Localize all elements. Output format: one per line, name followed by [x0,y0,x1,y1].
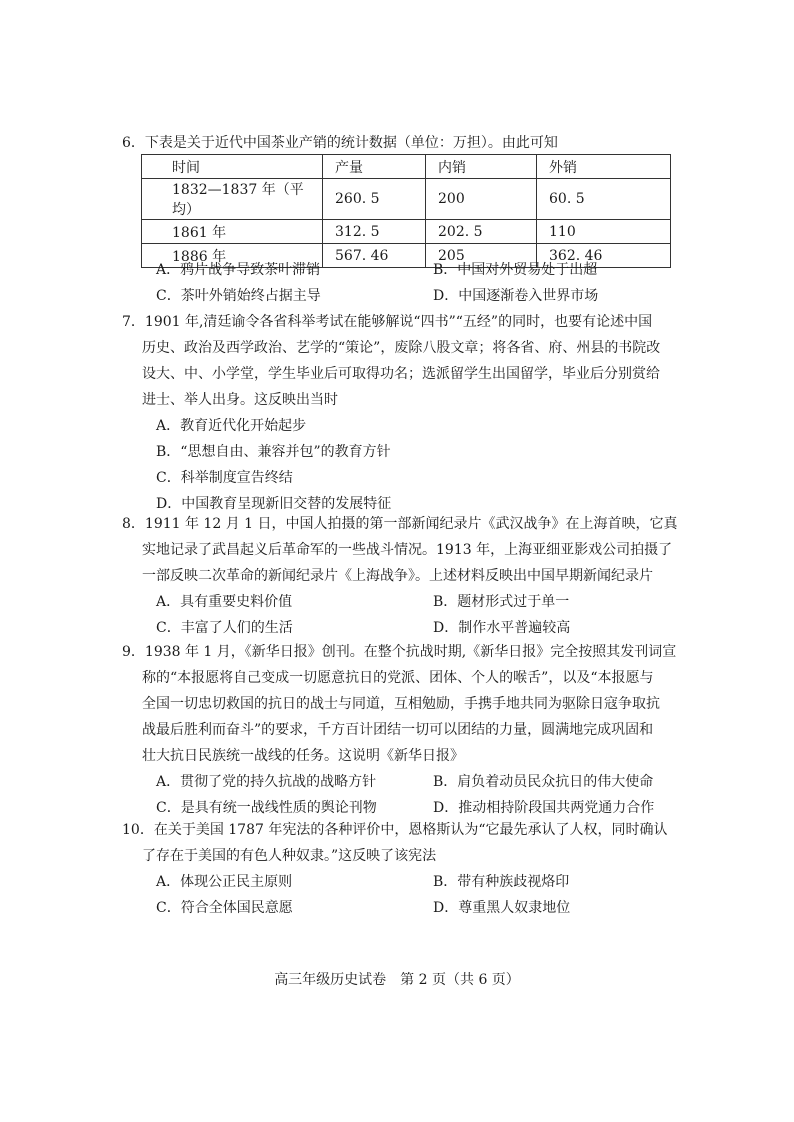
question-9-line: 9．1938 年 1 月，《新华日报》创刊。在整个抗战时期,《新华日报》完全按照其发刊词宣 [122,644,677,660]
question-10-line: 10．在关于美国 1787 年宪法的各种评价中，恩格斯认为“它最先承认了人权，同时确认 [122,822,668,838]
option-b[interactable]: B．中国对外贸易处于出超 [433,262,598,278]
option-d[interactable]: D．中国教育呈现新旧交替的发展特征 [156,496,392,512]
table-cell: 202. 5 [426,220,537,244]
question-9 [122,639,677,821]
table-cell: 205 [426,244,537,268]
option-a[interactable]: A．教育近代化开始起步 [156,418,307,434]
option-a[interactable]: A．鸦片战争导致茶叶滞销 [156,262,321,278]
question-7-line: 设大、中、小学堂，学生毕业后可取得功名；选派留学生出国留学，毕业后分别赏给 [142,366,660,382]
table-cell: 1832—1837 年（平均） [142,179,323,220]
question-8 [122,511,678,641]
table-cell: 1861 年 [142,220,323,244]
question-9-line: 战最后胜利而奋斗”的要求，千方百计团结一切可以团结的力量，圆满地完成巩固和 [142,722,654,738]
question-8-line: 实地记录了武昌起义后革命军的一些战斗情况。1913 年，上海亚细亚影戏公司拍摄了 [142,542,673,558]
table-cell: 60. 5 [537,179,671,220]
question-6-options [122,257,667,309]
table-header-cell: 内销 [426,155,537,179]
option-c[interactable]: C．茶叶外销始终占据主导 [156,288,321,304]
table-header-cell: 产量 [323,155,426,179]
table-cell: 110 [537,220,671,244]
option-a[interactable]: A．具有重要史料价值 [156,594,293,610]
option-a[interactable]: A．贯彻了党的持久抗战的战略方针 [156,774,377,790]
question-7-line: 7．1901 年,清廷谕令各省科举考试在能够解说“四书”“五经”的同时，也要有论述中国 [122,314,653,330]
table-cell: 567. 46 [323,244,426,268]
question-10-line: 了存在于美国的有色人种奴隶。”这反映了该宪法 [142,848,437,864]
option-a[interactable]: A．体现公正民主原则 [156,874,293,890]
tea-statistics-table [141,154,671,268]
question-7-line: 历史、政治及西学政治、艺学的“策论”，废除八股文章；将各省、府、州县的书院改 [142,340,661,356]
option-c[interactable]: C．科举制度宣告终结 [156,470,293,486]
option-c[interactable]: C．丰富了人们的生活 [156,620,293,636]
option-d[interactable]: D．尊重黑人奴隶地位 [433,900,571,916]
table-header-row [142,155,671,179]
table-cell: 312. 5 [323,220,426,244]
question-8-line: 一部反映二次革命的新闻纪录片《上海战争》。上述材料反映出中国早期新闻纪录片 [142,568,653,584]
table-row [142,220,671,244]
option-d[interactable]: D．制作水平普遍较高 [433,620,571,636]
question-10 [122,817,667,921]
table-header-cell: 外销 [537,155,671,179]
option-b[interactable]: B．“思想自由、兼容并包”的教育方针 [156,444,391,460]
option-b[interactable]: B．题材形式过于单一 [433,594,570,610]
question-7-line: 进士、举人出身。这反映出当时 [142,392,338,408]
option-d[interactable]: D．推动相持阶段国共两党通力合作 [433,800,655,816]
table-header-cell: 时间 [142,155,323,179]
question-8-line: 8．1911 年 12 月 1 日，中国人拍摄的第一部新闻纪录片《武汉战争》在上海首映，它真 [122,516,678,532]
question-9-line: 壮大抗日民族统一战线的任务。这说明《新华日报》 [142,748,464,764]
table-row [142,179,671,220]
table-cell: 260. 5 [323,179,426,220]
question-6-stem: 6．下表是关于近代中国茶业产销的统计数据（单位：万担）。由此可知 [122,135,558,151]
option-c[interactable]: C．是具有统一战线性质的舆论刊物 [156,800,377,816]
page-footer: 高三年级历史试卷 第 2 页（共 6 页） [274,972,520,988]
option-b[interactable]: B．肩负着动员民众抗日的伟大使命 [433,774,654,790]
question-9-line: 称的“本报愿将自己变成一切愿意抗日的党派、团体、个人的喉舌”，以及“本报愿与 [142,670,654,686]
table-cell: 1886 年 [142,244,323,268]
question-9-line: 全国一切忠切救国的抗日的战士与同道，互相勉励，手携手地共同为驱除日寇争取抗 [142,696,660,712]
option-b[interactable]: B．带有种族歧视烙印 [433,874,570,890]
question-7 [122,309,667,517]
table-cell: 362. 46 [537,244,671,268]
option-d[interactable]: D．中国逐渐卷入世界市场 [433,288,599,304]
option-c[interactable]: C．符合全体国民意愿 [156,900,293,916]
question-6 [122,130,667,156]
table-cell: 200 [426,179,537,220]
